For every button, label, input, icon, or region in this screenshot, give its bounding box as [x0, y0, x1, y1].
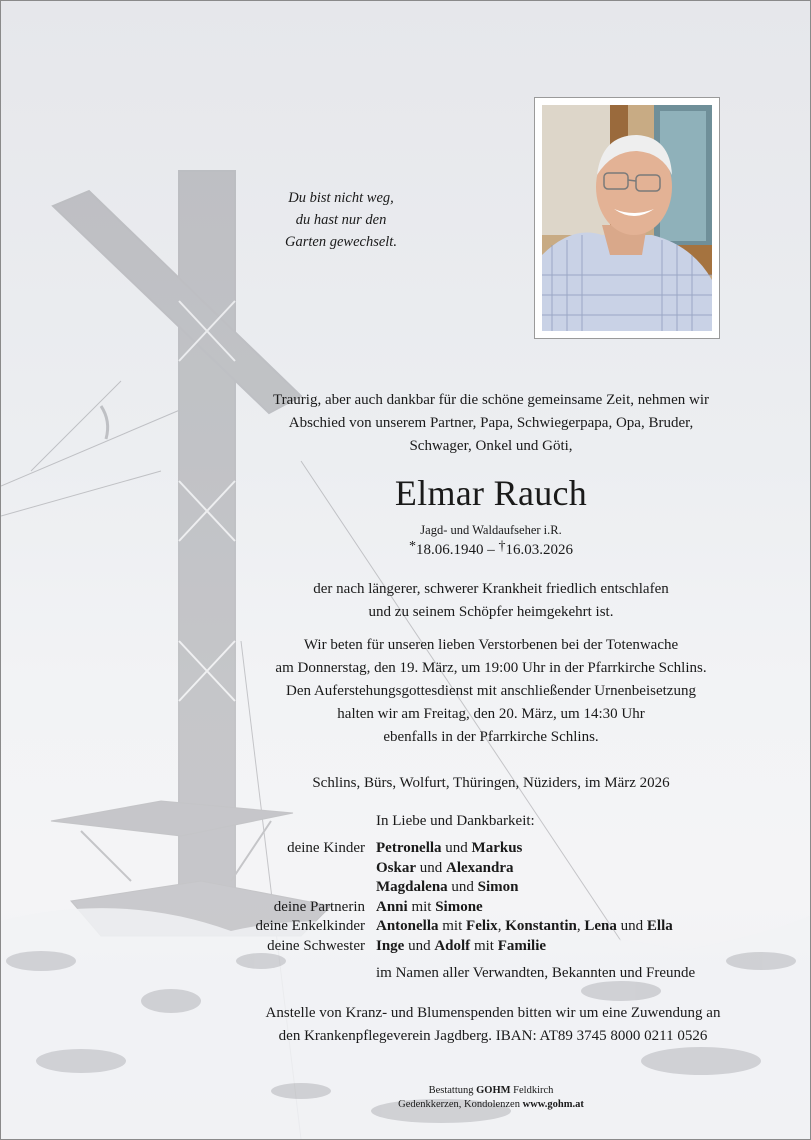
services-line: halten wir am Freitag, den 20. März, um 14:30 Uhr — [337, 706, 645, 722]
relative-name: Alexandra — [446, 859, 514, 876]
relative-conj: und — [441, 840, 472, 856]
intro-line: Schwager, Onkel und Göti, — [409, 438, 573, 454]
donation-line: den Krankenpflegeverein Jagdberg. IBAN: AT89 3745 8000 0211 0526 — [278, 1028, 708, 1044]
relative-name: Markus — [471, 840, 523, 856]
quote-line: Du bist nicht weg, — [288, 190, 394, 206]
relative-conj: mit — [438, 918, 467, 934]
relative-names-enkel — [376, 917, 673, 937]
services-line: Wir beten für unseren lieben Verstorbenen bei der Totenwache — [303, 637, 679, 653]
death-date: 16.03.2026 — [505, 542, 573, 558]
relative-label-partnerin: deine Partnerin — [273, 898, 365, 915]
footer-brand: GOHM — [476, 1085, 511, 1096]
relative-conj: und — [416, 859, 447, 876]
relative-name: Ella — [646, 918, 673, 934]
intro-line: Abschied von unserem Partner, Papa, Schwiegerpapa, Opa, Bruder, — [288, 415, 694, 431]
deceased-name: Elmar Rauch — [394, 473, 588, 513]
memorial-quote — [241, 187, 441, 253]
footer-text: Feldkirch — [510, 1085, 554, 1096]
intro-line: Traurig, aber auch dankbar für die schöne gemeinsame Zeit, nehmen wir — [273, 392, 709, 408]
passing-line: und zu seinem Schöpfer heimgekehrt ist. — [368, 604, 614, 620]
services-line: Den Auferstehungsgottesdienst mit anschließender Urnenbeisetzung — [286, 683, 696, 699]
footer — [291, 1084, 691, 1112]
relative-names-kinder-2 — [376, 859, 514, 879]
footer-line-2 — [291, 1098, 691, 1112]
footer-line-1 — [291, 1084, 691, 1098]
services-line: am Donnerstag, den 19. März, um 19:00 Uhr in der Pfarrkirche Schlins. — [275, 660, 707, 676]
relative-names-partnerin — [376, 898, 483, 918]
relative-name: Familie — [497, 937, 547, 954]
gratitude-line: In Liebe und Dankbarkeit: — [376, 813, 535, 829]
birth-date: 18.06.1940 — [416, 542, 484, 558]
relative-name: Konstantin — [505, 918, 577, 934]
death-cross-icon: † — [498, 539, 506, 554]
place-date-line: Schlins, Bürs, Wolfurt, Thüringen, Nüziders, im März 2026 — [312, 775, 670, 791]
portrait-photo — [542, 105, 712, 331]
relative-name: Oskar — [376, 859, 417, 876]
relative-name: Adolf — [434, 937, 471, 954]
passing-line: der nach längerer, schwerer Krankheit friedlich entschlafen — [313, 581, 669, 597]
portrait-frame — [534, 97, 720, 339]
relative-name: Inge — [376, 937, 405, 954]
deceased-occupation: Jagd- und Waldaufseher i.R. — [420, 523, 562, 537]
relative-conj: mit — [407, 898, 436, 915]
relative-names-kinder-3 — [376, 878, 519, 898]
quote-line: Garten gewechselt. — [285, 234, 397, 250]
donation-line: Anstelle von Kranz- und Blumenspenden bitten wir um eine Zuwendung an — [265, 1005, 721, 1021]
quote-line: du hast nur den — [295, 212, 387, 228]
relative-name: Lena — [584, 918, 617, 934]
relative-name: Magdalena — [376, 879, 448, 895]
services-text — [131, 634, 811, 749]
date-separator: – — [483, 542, 499, 558]
relative-name: Antonella — [376, 918, 439, 934]
footer-text: Bestattung — [428, 1085, 477, 1096]
relative-name: Simone — [435, 898, 483, 915]
relative-names-schwester — [376, 937, 546, 957]
birth-star-icon: * — [409, 539, 416, 554]
relative-conj: und — [404, 937, 435, 954]
relative-conj: und — [447, 879, 478, 895]
place-date — [131, 772, 811, 795]
donation-text — [93, 1002, 811, 1048]
closing-line: im Namen aller Verwandten, Bekannten und Freunde — [376, 965, 696, 981]
relative-conj: mit — [470, 937, 498, 954]
footer-website: www.gohm.at — [522, 1099, 584, 1110]
passing-text — [131, 578, 811, 624]
relative-conj: und — [616, 918, 647, 934]
relative-label-enkel: deine Enkelkinder — [255, 918, 365, 934]
relative-name: Simon — [477, 879, 519, 895]
life-dates — [241, 540, 741, 561]
relative-names-kinder-1 — [376, 839, 522, 859]
intro-text — [131, 389, 811, 458]
relative-conj: , — [576, 918, 585, 934]
footer-text: Gedenkkerzen, Kondolenzen — [398, 1099, 523, 1110]
relative-name: Felix — [466, 918, 498, 934]
relative-name: Petronella — [376, 840, 442, 856]
services-line: ebenfalls in der Pfarrkirche Schlins. — [383, 729, 599, 745]
relative-label-kinder: deine Kinder — [287, 840, 365, 856]
relative-conj: , — [497, 918, 506, 934]
relative-label-schwester: deine Schwester — [267, 937, 365, 954]
relative-name: Anni — [376, 898, 408, 915]
